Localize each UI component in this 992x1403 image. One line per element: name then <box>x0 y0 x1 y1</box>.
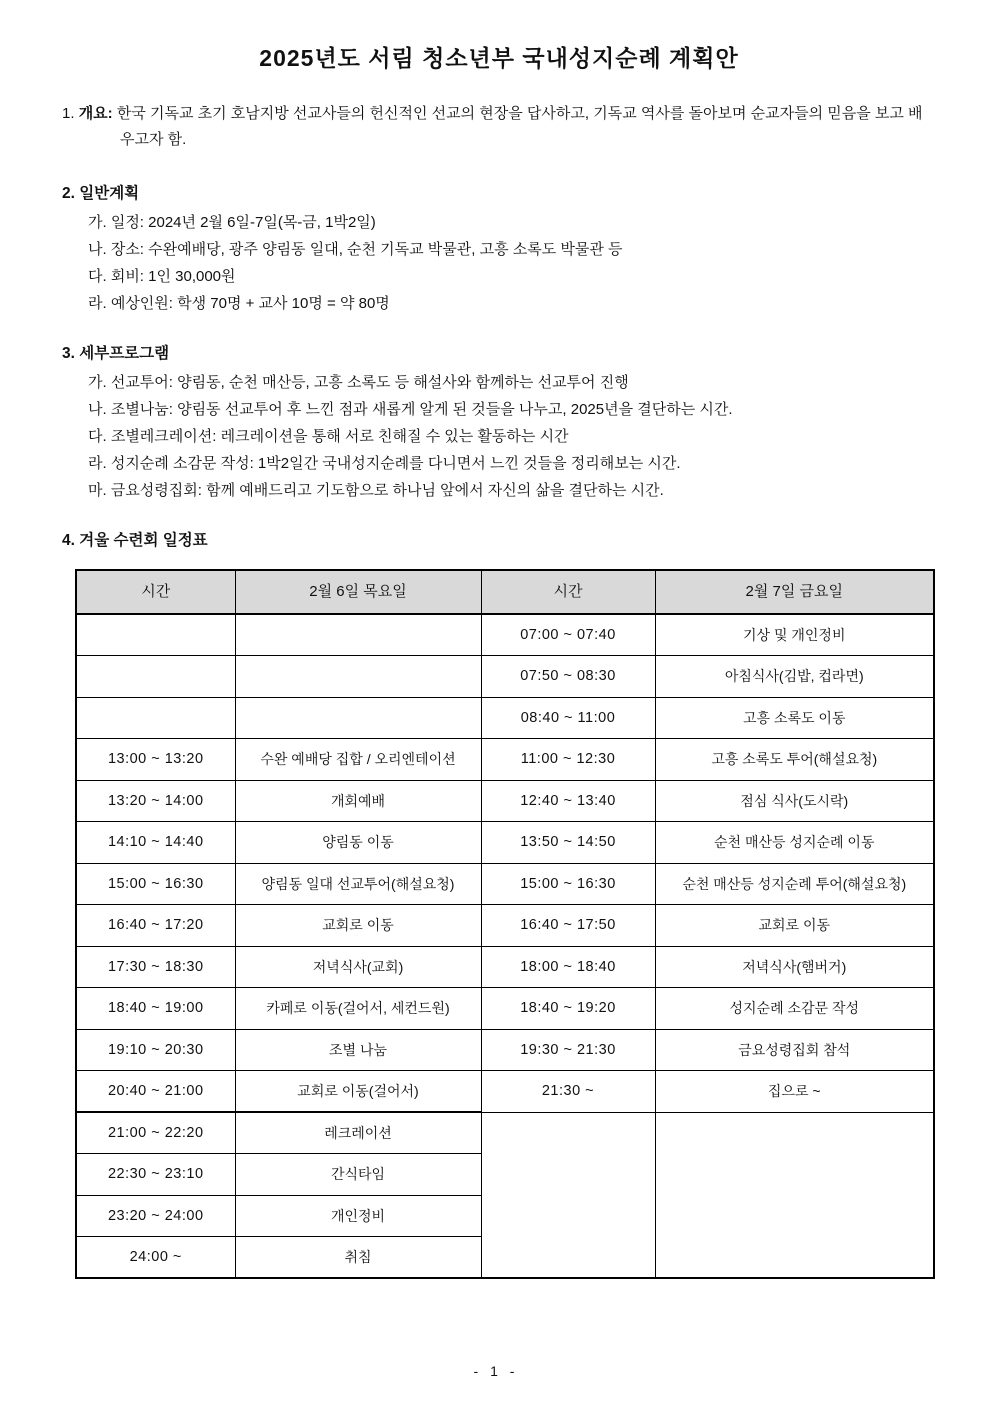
activity-cell: 양림동 일대 선교투어(해설요청) <box>235 863 481 905</box>
section-general-plan <box>62 181 936 317</box>
time-cell: 11:00 ~ 12:30 <box>481 739 655 781</box>
time-cell: 15:00 ~ 16:30 <box>76 863 235 905</box>
schedule-row <box>76 1071 934 1113</box>
activity-cell: 교회로 이동 <box>655 905 934 947</box>
header-time-thu: 시간 <box>76 570 235 614</box>
activity-cell: 금요성령집회 참석 <box>655 1029 934 1071</box>
activity-cell: 개인정비 <box>235 1195 481 1237</box>
activity-cell: 순천 매산등 성지순례 투어(해설요청) <box>655 863 934 905</box>
activity-cell: 카페로 이동(걸어서, 세컨드원) <box>235 988 481 1030</box>
schedule-table <box>75 569 935 1279</box>
activity-cell: 양림동 이동 <box>235 822 481 864</box>
time-cell <box>76 614 235 656</box>
activity-cell: 조별 나눔 <box>235 1029 481 1071</box>
header-day-thu: 2월 6일 목요일 <box>235 570 481 614</box>
time-cell: 08:40 ~ 11:00 <box>481 697 655 739</box>
activity-cell: 취침 <box>235 1237 481 1279</box>
time-cell: 13:20 ~ 14:00 <box>76 780 235 822</box>
time-cell <box>76 656 235 698</box>
activity-cell <box>235 656 481 698</box>
list-item: 다. 조별레크레이션: 레크레이션을 통해 서로 친해질 수 있는 활동하는 시간 <box>88 428 569 445</box>
time-cell: 15:00 ~ 16:30 <box>481 863 655 905</box>
schedule-row <box>76 614 934 656</box>
schedule-row <box>76 780 934 822</box>
activity-cell: 집으로 ~ <box>655 1071 934 1113</box>
time-cell: 12:40 ~ 13:40 <box>481 780 655 822</box>
activity-cell: 저녁식사(교회) <box>235 946 481 988</box>
time-cell: 18:40 ~ 19:20 <box>481 988 655 1030</box>
time-cell: 21:00 ~ 22:20 <box>76 1112 235 1154</box>
time-cell: 14:10 ~ 14:40 <box>76 822 235 864</box>
time-cell: 22:30 ~ 23:10 <box>76 1154 235 1196</box>
time-cell: 18:40 ~ 19:00 <box>76 988 235 1030</box>
list-item: 다. 회비: 1인 30,000원 <box>88 268 236 285</box>
schedule-row <box>76 1029 934 1071</box>
table-header-row <box>76 570 934 614</box>
section-program-number: 3. <box>62 345 75 362</box>
list-item: 나. 조별나눔: 양림동 선교투어 후 느낀 점과 새롭게 알게 된 것들을 나누고, 2025년을 결단하는 시간. <box>88 401 733 418</box>
activity-cell <box>235 697 481 739</box>
header-time-fri: 시간 <box>481 570 655 614</box>
time-cell <box>76 697 235 739</box>
section-overview-heading: 개요: <box>78 105 113 122</box>
activity-cell: 순천 매산등 성지순례 이동 <box>655 822 934 864</box>
activity-cell: 개회예배 <box>235 780 481 822</box>
time-cell: 16:40 ~ 17:20 <box>76 905 235 947</box>
page-number: - 1 - <box>473 1363 519 1379</box>
list-item: 가. 선교투어: 양림동, 순천 매산등, 고흥 소록도 등 해설사와 함께하는 선교투어 진행 <box>88 374 629 391</box>
schedule-row <box>76 1112 934 1154</box>
activity-cell: 아침식사(김밥, 컵라면) <box>655 656 934 698</box>
activity-cell: 간식타임 <box>235 1154 481 1196</box>
activity-cell: 레크레이션 <box>235 1112 481 1154</box>
time-cell: 19:10 ~ 20:30 <box>76 1029 235 1071</box>
section-general-number: 2. <box>62 185 75 202</box>
activity-cell: 점심 식사(도시락) <box>655 780 934 822</box>
list-item: 마. 금요성령집회: 함께 예배드리고 기도함으로 하나님 앞에서 자신의 삶을 결단하는 시간. <box>88 482 664 499</box>
time-cell: 19:30 ~ 21:30 <box>481 1029 655 1071</box>
activity-cell-empty <box>655 1112 934 1278</box>
activity-cell: 성지순례 소감문 작성 <box>655 988 934 1030</box>
section-schedule <box>62 528 936 1279</box>
section-overview <box>62 101 936 153</box>
general-plan-items <box>62 209 936 317</box>
time-cell: 07:50 ~ 08:30 <box>481 656 655 698</box>
time-cell: 24:00 ~ <box>76 1237 235 1279</box>
section-overview-number: 1. <box>62 105 75 122</box>
time-cell: 13:50 ~ 14:50 <box>481 822 655 864</box>
schedule-row <box>76 905 934 947</box>
time-cell: 07:00 ~ 07:40 <box>481 614 655 656</box>
list-item: 나. 장소: 수완예배당, 광주 양림동 일대, 순천 기독교 박물관, 고흥 소록도 박물관 등 <box>88 241 623 258</box>
activity-cell: 교회로 이동(걸어서) <box>235 1071 481 1113</box>
schedule-row <box>76 822 934 864</box>
time-cell: 18:00 ~ 18:40 <box>481 946 655 988</box>
time-cell-empty <box>481 1112 655 1278</box>
schedule-row <box>76 739 934 781</box>
activity-cell: 수완 예배당 집합 / 오리엔테이션 <box>235 739 481 781</box>
time-cell: 16:40 ~ 17:50 <box>481 905 655 947</box>
activity-cell: 저녁식사(햄버거) <box>655 946 934 988</box>
header-day-fri: 2월 7일 금요일 <box>655 570 934 614</box>
section-program <box>62 341 936 504</box>
activity-cell: 교회로 이동 <box>235 905 481 947</box>
section-schedule-heading: 겨울 수련회 일정표 <box>79 532 208 549</box>
section-general-heading: 일반계획 <box>79 185 140 202</box>
list-item: 라. 예상인원: 학생 70명 + 교사 10명 = 약 80명 <box>88 295 390 312</box>
activity-cell: 기상 및 개인정비 <box>655 614 934 656</box>
schedule-row <box>76 863 934 905</box>
schedule-row <box>76 697 934 739</box>
time-cell: 13:00 ~ 13:20 <box>76 739 235 781</box>
list-item: 가. 일정: 2024년 2월 6일-7일(목-금, 1박2일) <box>88 214 376 231</box>
activity-cell: 고흥 소록도 투어(해설요청) <box>655 739 934 781</box>
activity-cell: 고흥 소록도 이동 <box>655 697 934 739</box>
document-title: 2025년도 서림 청소년부 국내성지순례 계획안 <box>259 45 739 71</box>
schedule-row <box>76 656 934 698</box>
time-cell: 23:20 ~ 24:00 <box>76 1195 235 1237</box>
time-cell: 17:30 ~ 18:30 <box>76 946 235 988</box>
list-item: 라. 성지순례 소감문 작성: 1박2일간 국내성지순례를 다니면서 느낀 것들을 정리해보는 시간. <box>88 455 681 472</box>
section-schedule-number: 4. <box>62 532 75 549</box>
time-cell: 20:40 ~ 21:00 <box>76 1071 235 1113</box>
time-cell: 21:30 ~ <box>481 1071 655 1113</box>
schedule-row <box>76 988 934 1030</box>
section-overview-text: 한국 기독교 초기 호남지방 선교사들의 헌신적인 선교의 현장을 답사하고, 기독교 역사를 돌아보며 순교자들의 믿음을 보고 배우고자 함. <box>116 105 923 148</box>
activity-cell <box>235 614 481 656</box>
section-program-heading: 세부프로그램 <box>79 345 170 362</box>
schedule-row <box>76 946 934 988</box>
program-items <box>62 369 936 504</box>
